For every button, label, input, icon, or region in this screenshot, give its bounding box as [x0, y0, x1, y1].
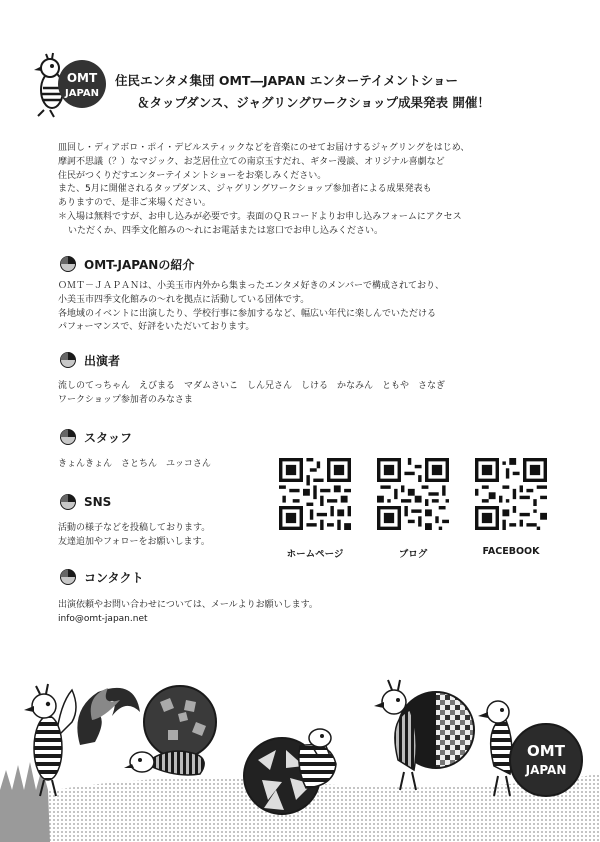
- intro-line: 住民がつくりだすエンターテイメントショーをお楽しみください。: [58, 170, 327, 181]
- qr-label-homepage: ホームページ: [286, 549, 344, 560]
- section-staff-title: スタッフ: [84, 430, 133, 445]
- logo-text-japan: JAPAN: [65, 88, 99, 99]
- qr-blog[interactable]: [368, 458, 458, 560]
- performers-line: 流しのてっちゃん えびまる マダムさいこ しん兄さん しける かなみん ともや さなぎ: [58, 381, 446, 391]
- mascot-bird-icon: [124, 686, 216, 775]
- mascot-bird-icon: [374, 680, 474, 790]
- section-sns-title: SNS: [84, 495, 112, 509]
- sns-line: 友達追加やフォローをお願いします。: [58, 536, 210, 547]
- pie-bullet-icon: [60, 352, 76, 368]
- section-about-heading: [60, 254, 194, 274]
- section-performers-title: 出演者: [84, 353, 121, 368]
- qr-label-blog: ブログ: [398, 549, 428, 560]
- section-contact-heading: [60, 567, 144, 587]
- section-performers-heading: [60, 350, 120, 370]
- intro-line: 皿回し・ディアボロ・ポイ・デビルスティックなどを音楽にのせてお届けするジャグリングをはじめ、: [58, 143, 470, 153]
- contact-line: 出演依頼やお問い合わせについては、メールよりお願いします。: [58, 600, 318, 610]
- section-staff-body: [58, 458, 211, 472]
- intro-line: また、5月に開催されるタップダンス、ジャグリングワークショップ参加者による成果発表も: [58, 184, 432, 195]
- section-performers-body: [58, 380, 445, 408]
- about-line: 小美玉市四季文化館みの～れを拠点に活動している団体です。: [58, 294, 310, 305]
- qr-code-icon[interactable]: [475, 458, 547, 530]
- section-staff-heading: [60, 427, 132, 447]
- qr-homepage[interactable]: [270, 458, 360, 560]
- event-intro: [58, 142, 568, 239]
- pie-bullet-icon: [60, 429, 76, 445]
- qr-code-icon[interactable]: [377, 458, 449, 530]
- section-contact-body: [58, 599, 318, 627]
- event-title-line1: 住民エンタメ集団 OMT―JAPAN エンターテイメントショー: [115, 73, 459, 88]
- pie-bullet-icon: [60, 256, 76, 272]
- section-sns-body: [58, 522, 210, 550]
- contact-email[interactable]: info@omt-japan.net: [58, 613, 148, 624]
- section-contact-title: コンタクト: [84, 570, 144, 585]
- omt-japan-logo-icon: [30, 52, 108, 118]
- section-about-body: [58, 280, 444, 335]
- mascot-bird-badge-icon: [478, 701, 582, 796]
- badge-text-japan: JAPAN: [525, 763, 567, 777]
- intro-line: 摩訶不思議（？）なマジック、お芝居仕立ての南京玉すだれ、ギター漫談、オリジナル喜劇など: [58, 156, 445, 167]
- sns-line: 活動の様子などを投稿しております。: [58, 523, 211, 533]
- qr-label-facebook: FACEBOOK: [482, 546, 540, 557]
- performers-line: ワークショップ参加者のみなさま: [58, 394, 193, 405]
- intro-note: ＊入場は無料ですが、お申し込みが必要です。表面のＱＲコードよりお申し込みフォームにアクセス: [58, 211, 462, 222]
- logo-text-omt: OMT: [66, 71, 98, 85]
- intro-note: いただくか、四季文化館みの～れにお電話または窓口でお申し込みください。: [68, 225, 384, 236]
- pie-bullet-icon: [60, 569, 76, 585]
- event-title: [115, 70, 575, 114]
- staff-line: きょんきょん さとちん ユッコさん: [58, 459, 211, 469]
- about-line: 各地域のイベントに出演したり、学校行事に参加するなど、幅広い年代に楽しんでいただける: [58, 308, 437, 319]
- event-title-line2: ＆タップダンス、ジャグリングワークショップ成果発表 開催！: [137, 95, 490, 110]
- qr-facebook[interactable]: [466, 458, 556, 557]
- about-line: パフォーマンスで、好評をいただいております。: [58, 322, 255, 333]
- qr-code-icon[interactable]: [279, 458, 351, 530]
- mascot-illustration: [0, 650, 600, 842]
- about-line: ＯＭＴ－ＪＡＰＡＮは、小美玉市内外から集まったエンタメ好きのメンバーで構成されており、: [58, 281, 445, 291]
- pie-bullet-icon: [60, 494, 76, 510]
- section-about-title: OMT-JAPANの紹介: [84, 257, 195, 272]
- section-sns-heading: [60, 492, 111, 512]
- badge-text-omt: OMT: [527, 742, 565, 760]
- intro-line: ありますので、是非ご来場ください。: [58, 198, 211, 209]
